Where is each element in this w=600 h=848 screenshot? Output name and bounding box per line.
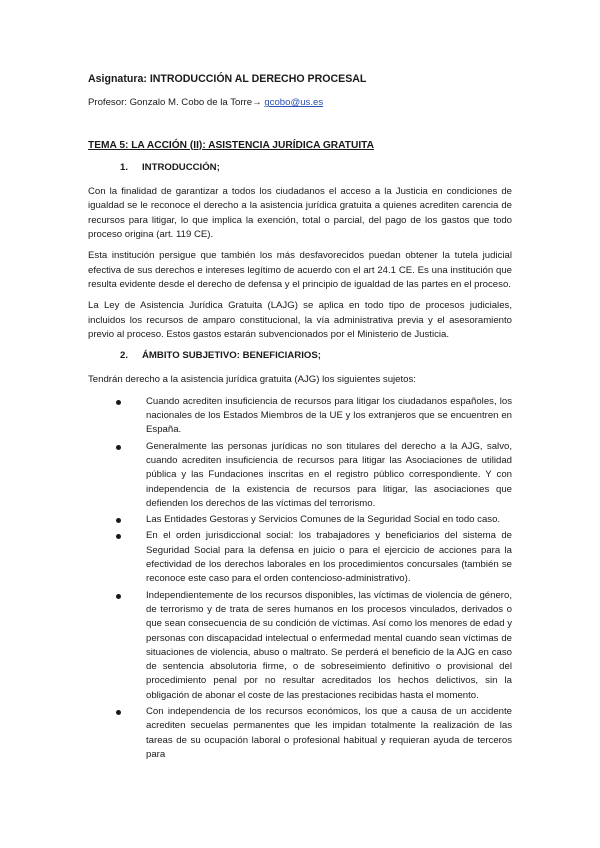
list-item: [88, 529, 512, 586]
bullet-icon: [116, 445, 121, 450]
beneficiaries-list: [88, 395, 512, 762]
section-heading-introduccion: [88, 161, 512, 175]
course-name: INTRODUCCIÓN AL DERECHO PROCESAL: [149, 73, 367, 85]
paragraph: Con la finalidad de garantizar a todos los ciudadanos el acceso a la Justicia en condiciones de igualdad se le reconoce el derecho a la asistencia jurídica gratuita a quienes acrediten carencia de recursos para litigar, lo que implica la exención, total o parcial, del pago de los gastos que todo proceso origina (art. 119 CE).: [88, 186, 512, 241]
course-heading: [88, 72, 512, 86]
list-item: [88, 395, 512, 438]
list-item: [88, 513, 512, 527]
list-item-text: Las Entidades Gestoras y Servicios Comunes de la Seguridad Social en todo caso.: [146, 514, 501, 526]
section-number: 1.: [120, 161, 129, 173]
list-item-text: Generalmente las personas jurídicas no son titulares del derecho a la AJG, salvo, cuando acrediten insuficiencia de recursos para litigar las Asociaciones de utilidad pública y las Fundaciones inscritas en el registro público correspondiente. Y con independencia de la existencia de recursos para litigar, las asociaciones que defienden los derechos de las víctimas del terrorismo.: [146, 440, 512, 509]
list-item: [88, 705, 512, 762]
list-item-text: Con independencia de los recursos económicos, los que a causa de un accidente acrediten secuelas permanentes que les impidan totalmente la realización de las tareas de su ocupación laboral o profesional habitual y requieran ayuda de terceros para: [146, 705, 512, 760]
list-item-text: En el orden jurisdiccional social: los trabajadores y beneficiarios del sistema de Seguridad Social para la defensa en juicio o para el ejercicio de acciones para la efectividad de los derechos laborales en los procedimientos concursales (también se reconoce este caso para el orden contencioso-administrativo).: [146, 530, 512, 585]
email-link[interactable]: gcobo@us.es: [264, 97, 324, 109]
paragraph: La Ley de Asistencia Jurídica Gratuita (LAJG) se aplica en todo tipo de procesos judiciales, incluidos los recursos de amparo constitucional, la vía administrativa previa y el asesoramiento previo al proceso. Estos gastos estarán subvencionados por el Ministerio de Justicia.: [88, 300, 512, 340]
bullet-icon: [116, 400, 121, 405]
section-title: ÁMBITO SUBJETIVO: BENEFICIARIOS;: [142, 350, 321, 362]
list-item-text: Cuando acrediten insuficiencia de recursos para litigar los ciudadanos españoles, los nacionales de los Estados Miembros de la UE y los extranjeros que se encuentren en España.: [146, 395, 512, 436]
section-title: INTRODUCCIÓN;: [142, 161, 220, 173]
paragraph: Esta institución persigue que también los más desfavorecidos puedan obtener la tutela judicial efectiva de sus derechos e intereses legítimo de acuerdo con el art 24.1 CE. Es una institución que resulta evidente desde el derecho de defensa y el principio de igualdad de las partes en el proceso.: [88, 250, 512, 290]
professor-line: [88, 96, 512, 110]
professor-text: Profesor: Gonzalo M. Cobo de la Torre→: [88, 97, 265, 109]
course-label: Asignatura:: [88, 73, 150, 85]
list-item: [88, 440, 512, 511]
bullet-icon: [116, 518, 121, 523]
section-heading-ambito-subjetivo: [88, 349, 512, 363]
bullet-icon: [116, 710, 121, 715]
list-item: [88, 589, 512, 703]
topic-title: TEMA 5: LA ACCIÓN (II): ASISTENCIA JURÍDICA GRATUITA: [88, 139, 374, 151]
bullet-icon: [116, 594, 121, 599]
section-number: 2.: [120, 350, 129, 362]
bullet-icon: [116, 534, 121, 539]
section-intro: Tendrán derecho a la asistencia jurídica gratuita (AJG) los siguientes sujetos:: [88, 374, 416, 386]
list-item-text: Independientemente de los recursos disponibles, las víctimas de violencia de género, de terrorismo y de trata de seres humanos en los procesos vinculados, derivados o que sean consecuencia de su condición de víctimas. Así como los menores de edad y personas con discapacidad intelectual o enfermedad mental cuando sean víctimas de situaciones de violencia, abuso o maltrato. Se perderá el beneficio de la AJG en caso de sentencia absolutoria firme, o de sobreseimiento definitivo o provisional del procedimiento penal por no resultar acreditados los hechos delictivos, sin la obligación de abonar el coste de las prestaciones recibidas hasta el momento.: [146, 589, 512, 701]
